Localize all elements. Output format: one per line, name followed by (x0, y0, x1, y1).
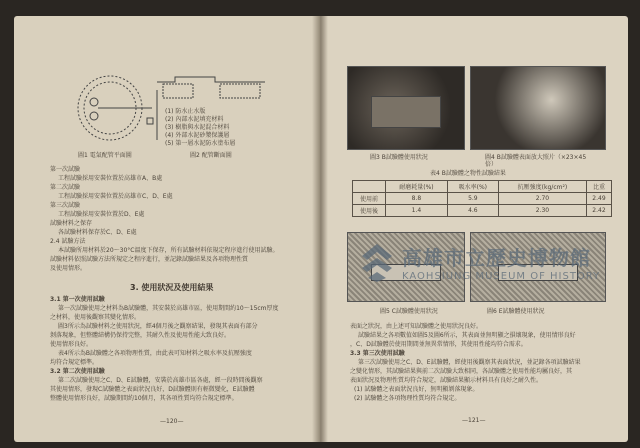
table-title: 表4 B試驗體之物性試驗結果 (430, 170, 506, 177)
figure6-caption: 圖6 E試驗體使用狀況 (487, 308, 545, 315)
left-body-text: 第一次試驗 工程試驗採用安裝位置於高雄市A、B處 第二次試驗 工程試驗採用安裝位置於高雄市C、D、E處 第三次試驗 工程試驗採用安裝位置於D、E處 試驗材料之保存 各試驗材料保存於C、D、E處 2.4 試驗方法 本試驗所用材料於20～30°C溫度下保存，所有試驗材料依規定程序進行使用試驗。 試驗材料依照試驗方法所規定之程序進行，並記錄試驗結果及各項物理性質 及使用情形。 (50, 166, 279, 272)
section-heading: 3. 使用狀況及使用結果 (130, 283, 214, 292)
book-gutter (312, 16, 328, 442)
figure2-diagram (155, 72, 270, 102)
watermark-name: 高雄市立歷史博物館 (402, 246, 591, 270)
figure2-caption: 圖2 配管斷面圖 (190, 152, 232, 159)
right-body-text: 表面之狀況，由上述可知試驗體之使用狀況良好。 試驗結果之各項數值如圖5及圖6所示，其表面並無明顯之損壞現象，使用情形良好 ，C、D試驗體於使用期間並無異常情形，其使用性能均符合需求。 3.3 第三次使用試驗 第三次試驗使用之C、D、E試驗體，經使用後觀察其表面狀況，並記錄各項試驗結果 之變化情形，其試驗結果與前二次試驗大致相同，各試驗體之使用性能均屬良好，其 表面狀況及物理性質均符合規定，試驗結果顯示材料具有良好之耐久性。 (1) 試驗體之表面狀況良好，無明顯剝落現象。 (2) 試驗體之各項物理性質均符合規定。 (350, 323, 581, 402)
section-3-1: 3.1 第一次使用試驗 第一次試驗使用之材料為B試驗體，其安裝於高雄市區，使用期間約10～15cm厚度 之材料，使用後觀察其變化情形。 圖3所示為試驗材料之使用狀況，經4個月後之觀察結果，發現其表面有部分 剝落現象，但整體結構仍保持完整，其耐久性及使用性能大致良好。 使用情形良好。 表4所示為B試驗體之各項物理性質，由此表可知材料之吸水率及抗壓強度 均符合規定標準。 3.2 第二次使用試驗 第二次試驗使用之C、D、E試驗體，安裝於高雄市區各處，經一段時間後觀察 其使用情形，發現C試驗體之表面狀況良好，D試驗體則有輕微變化，E試驗體 整體使用情形良好，試驗期間約10個月，其各項性質均符合規定標準。 (50, 296, 279, 402)
figure3-caption: 圖3 B試驗體使用狀況 (370, 154, 428, 161)
figure4-photo (470, 66, 606, 150)
table-header-row: 耐磨耗量(%) 吸水率(%) 抗壓強度(kg/cm²) 比重 (353, 181, 612, 193)
left-page-number: —120— (160, 418, 184, 425)
right-page-number: —121— (462, 417, 486, 424)
figure1-caption: 圖1 電氣配管平面圖 (78, 152, 132, 159)
figure5-caption: 圖5 C試驗體使用狀況 (380, 308, 438, 315)
table-row: 使用前 8.8 5.9 2.70 2.49 (353, 193, 612, 205)
figure3-photo (347, 66, 465, 150)
museum-watermark (360, 242, 600, 282)
table-row: 使用後 1.4 4.6 2.30 2.42 (353, 205, 612, 217)
figure4-caption: 圖4 B試驗體表面放大照片（×23×45倍） (485, 154, 587, 168)
museum-logo-icon (360, 242, 394, 282)
properties-table (352, 180, 612, 217)
watermark-english: KAOHSIUNG MUSEUM OF HISTORY (402, 271, 601, 282)
figure2-legend: (1) 防水止水版 (2) 內部水泥填充材料 (3) 樹脂與水泥混合材料 (4) 外部水泥砂漿保護層 (5) 第一層水泥防水塗布層 (165, 108, 236, 147)
